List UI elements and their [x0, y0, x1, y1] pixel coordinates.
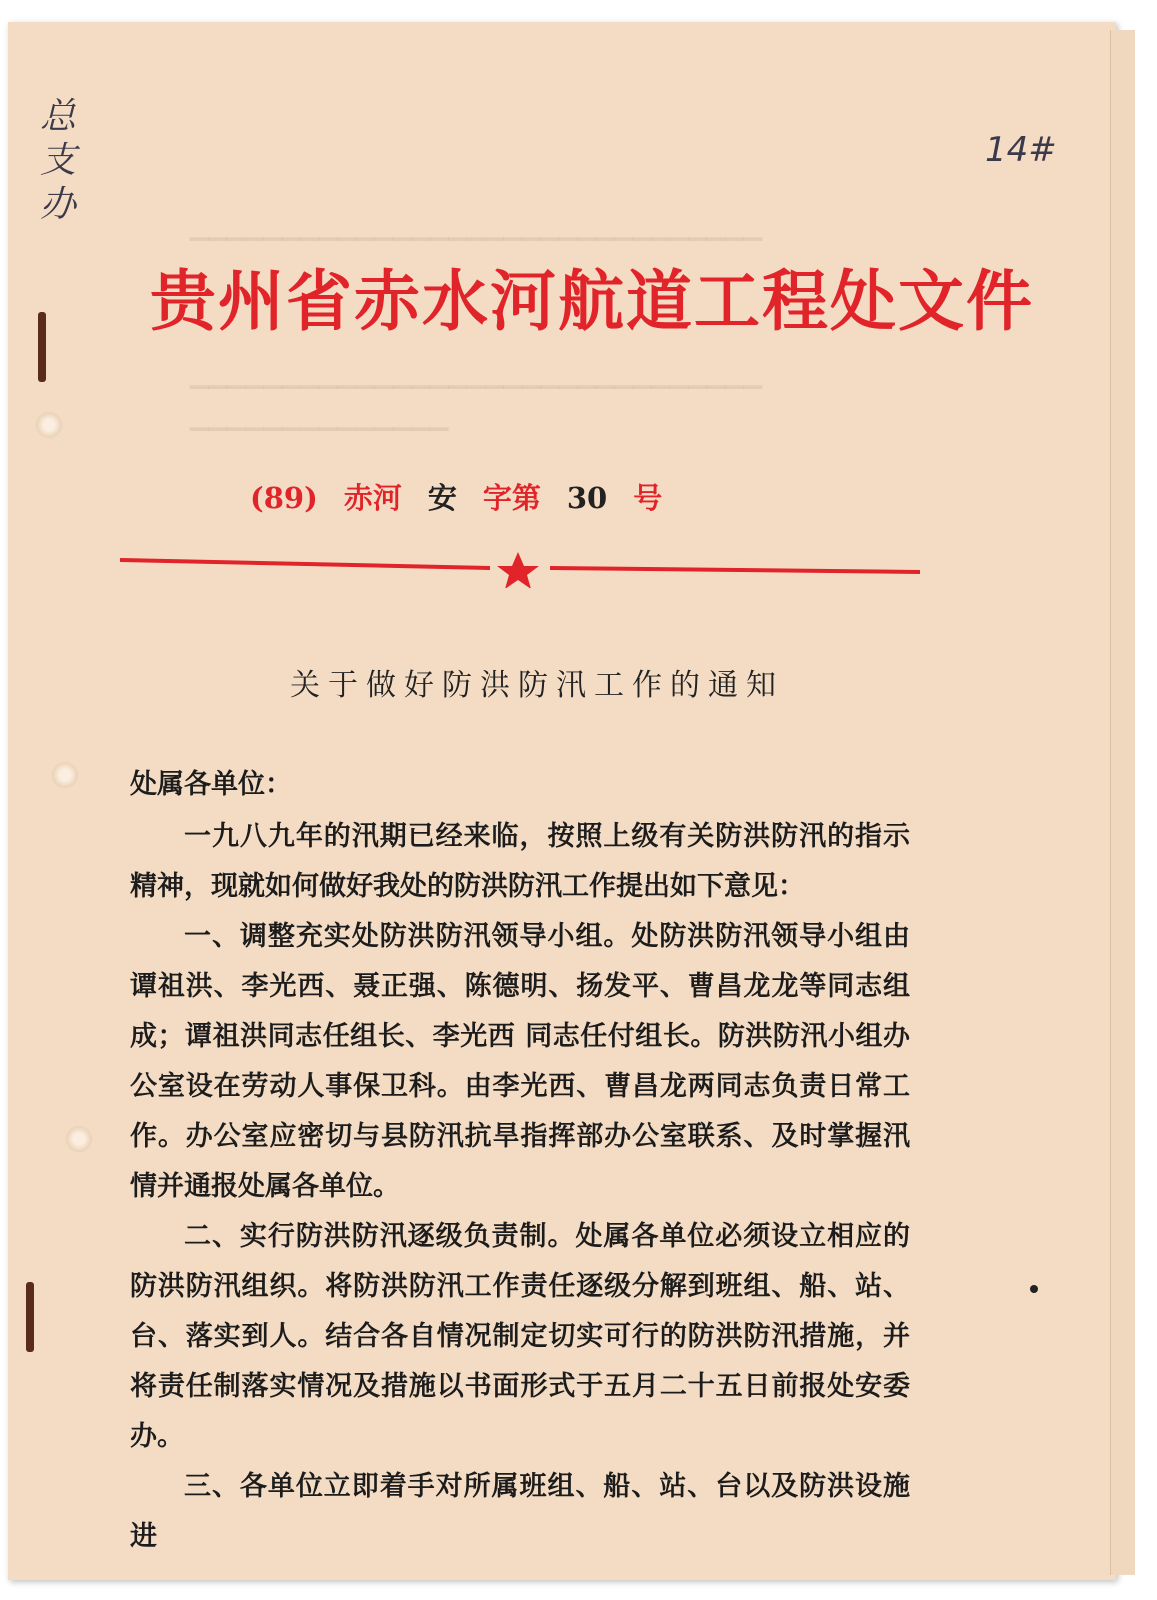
doc-number-value: 30 — [566, 481, 608, 515]
divider-line-right — [550, 568, 920, 572]
show-through-text: ▁▁▁▁▁▁▁▁▁▁▁▁▁▁ — [190, 402, 449, 431]
doc-number-suffix: 号 — [633, 481, 663, 515]
handwritten-note-left: 总支办 — [40, 96, 77, 225]
staple-mark-top — [38, 312, 46, 382]
salutation: 处属各单位： — [130, 769, 292, 800]
handwritten-note-right: 14# — [985, 130, 1057, 170]
paragraph: 二、实行防洪防汛逐级负责制。处属各单位必须设立相应的防洪防汛组织。将防洪防汛工作责任逐级分解到班组、船、站、台、落实到人。结合各自情况制定切实可行的防洪防汛措施，并将责任制落实情况及措施以书面形式于五月二十五日前报处安委办。 — [130, 1221, 910, 1452]
punch-hole — [52, 762, 78, 788]
star-icon — [497, 552, 539, 588]
ink-dot — [1030, 1285, 1038, 1293]
paragraph: 一九八九年的汛期已经来临，按照上级有关防洪防汛的指示精神，现就如何做好我处的防洪防汛工作提出如下意见： — [130, 821, 910, 902]
staple-mark-bottom — [26, 1282, 34, 1352]
document-number — [250, 476, 810, 517]
doc-number-year: (89) — [250, 481, 318, 515]
divider-line-left — [120, 560, 490, 568]
doc-number-category: 安 — [427, 481, 457, 515]
show-through-text: ▁▁▁▁▁▁▁▁▁▁▁▁▁▁▁▁▁▁▁▁▁▁▁▁▁▁▁▁▁▁▁ — [190, 212, 763, 241]
punch-hole — [36, 412, 62, 438]
paragraph: 三、各单位立即着手对所属班组、船、站、台以及防洪设施进 — [130, 1471, 910, 1552]
doc-number-char: 字第 — [482, 481, 541, 515]
paper-edge — [1110, 30, 1135, 1575]
doc-number-prefix: 赤河 — [343, 481, 402, 515]
letterhead-title: 贵州省赤水河航道工程处文件 — [150, 263, 1034, 340]
red-divider — [120, 548, 920, 588]
document-title: 关于做好防洪防汛工作的通知 — [290, 668, 784, 703]
punch-hole — [66, 1126, 92, 1152]
show-through-text: ▁▁▁▁▁▁▁▁▁▁▁▁▁▁▁▁▁▁▁▁▁▁▁▁▁▁▁▁▁▁▁ — [190, 360, 763, 389]
document-body — [130, 760, 910, 1562]
paragraph: 一、调整充实处防洪防汛领导小组。处防洪防汛领导小组由谭祖洪、李光西、聂正强、陈德明、扬发平、曹昌龙龙等同志组成；谭祖洪同志任组长、李光西 同志任付组长。防洪防汛小组办公室设在劳动人事保卫科。由李光西、曹昌龙两同志负责日常工作。办公室应密切与县防汛抗旱指挥部办公室联系、及时掌握汛情并通报处属各单位。 — [130, 921, 910, 1202]
